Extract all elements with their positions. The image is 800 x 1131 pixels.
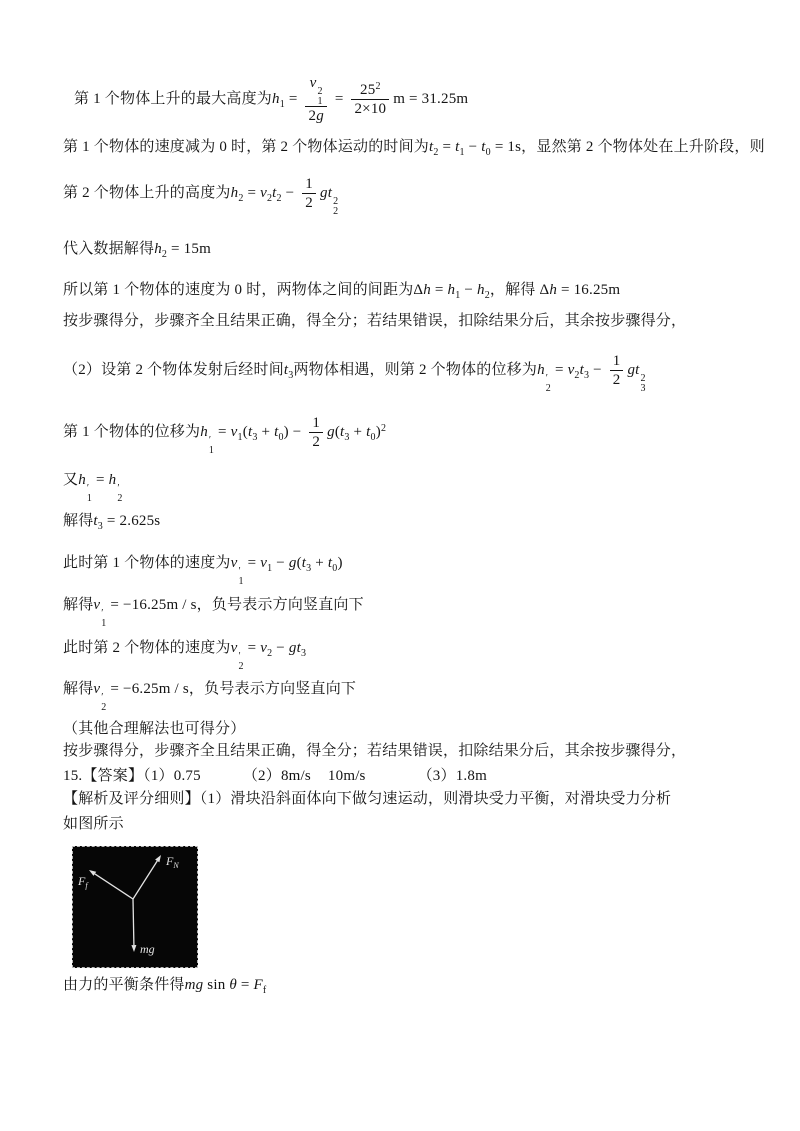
math-var: h <box>108 472 117 488</box>
text-run: 第 2 个物体上升的高度为 <box>63 184 231 201</box>
math-var: h <box>447 282 456 298</box>
math-var: F <box>253 977 263 993</box>
document-line <box>63 281 620 300</box>
document-line <box>63 138 765 157</box>
text-run: 【解析及评分细则】（1）滑块沿斜面体向下做匀速运动，则滑块受力平衡，对滑块受力分析 <box>63 791 672 807</box>
force-diagram <box>72 846 198 968</box>
document-line <box>63 312 686 331</box>
math-sub-group <box>260 640 273 659</box>
text-run: 如图所示 <box>63 816 124 832</box>
subscript: 1 <box>238 576 244 587</box>
math-var: g <box>327 423 335 440</box>
subscript: 2 <box>333 205 339 217</box>
math-text: = <box>92 472 109 488</box>
math-var: t <box>247 423 253 440</box>
math-subsup-group <box>108 472 123 504</box>
math-var: h <box>423 282 431 298</box>
math-sub-group <box>230 423 243 443</box>
math-var: h <box>272 90 280 107</box>
text-run: （2）设第 2 个物体发射后经时间 <box>63 361 284 378</box>
sub-sup-stack <box>318 87 323 106</box>
math-subsup-group <box>327 184 339 217</box>
math-text: m = 31.25m <box>393 90 469 107</box>
math-text: = <box>430 282 448 298</box>
subscript: 1 <box>101 618 107 629</box>
subscript: 2 <box>101 702 107 713</box>
math-var: v <box>230 423 238 440</box>
math-text: 2 <box>312 434 321 450</box>
text-run: 第 1 个物体的位移为 <box>63 423 201 440</box>
subscript: 0 <box>485 147 491 158</box>
superscript: ′ <box>101 608 104 619</box>
subscript: 0 <box>332 563 338 574</box>
math-text: − <box>460 282 477 298</box>
superscript: ′ <box>238 566 241 577</box>
math-subsup-group <box>230 555 244 587</box>
subscript: f <box>262 985 267 996</box>
math-text: − <box>272 555 289 571</box>
ff-arrow <box>95 874 133 899</box>
math-var: v <box>309 75 317 91</box>
subscript: 3 <box>344 431 350 443</box>
math-text: = 2.625s <box>102 513 161 529</box>
text-run: ，显然第 2 个物体处在上升阶段，则 <box>521 139 765 155</box>
fraction-numerator <box>309 414 323 432</box>
math-text: = −16.25m / s <box>106 597 197 613</box>
mg-arrow <box>133 899 134 945</box>
math-var: t <box>340 423 345 440</box>
subscript: 2 <box>433 147 439 158</box>
text-run: 由力的平衡条件得 <box>63 977 185 993</box>
math-subsup-group <box>230 640 244 672</box>
text-run: 第 1 个物体上升的最大高度为 <box>74 90 273 107</box>
subscript: 3 <box>584 369 590 381</box>
subscript: 3 <box>97 521 103 532</box>
subscript: 1 <box>455 290 461 301</box>
math-text: 2 <box>612 372 621 388</box>
math-var: v <box>93 597 101 613</box>
math-sub-group <box>477 282 490 301</box>
subscript: 1 <box>267 563 273 574</box>
math-var: g <box>288 555 297 571</box>
math-text: ) <box>337 555 343 571</box>
math-text: 1 <box>305 176 313 192</box>
math-sub-group <box>230 184 244 204</box>
text-run: ，负号表示方向竖直向下 <box>196 597 364 613</box>
document-line <box>63 74 468 125</box>
math-text: + <box>311 555 328 571</box>
math-var: g <box>288 640 297 656</box>
fraction-numerator <box>302 175 316 193</box>
superscript: ′ <box>545 372 549 384</box>
text-run: 解得 <box>63 681 94 697</box>
math-sub-group <box>260 184 273 204</box>
fraction-numerator <box>305 74 326 106</box>
math-subsup-group <box>635 361 646 394</box>
math-text: 25 <box>360 82 376 98</box>
fraction-denominator <box>309 432 323 451</box>
text-run: 第 1 个物体的速度减为 0 时，第 2 个物体运动的时间为 <box>63 139 430 155</box>
math-subsup-group <box>93 597 107 629</box>
mg-label: mg <box>140 942 155 956</box>
document-line <box>63 742 686 761</box>
text-run: （其他合理解法也可得分） <box>63 721 246 737</box>
fraction <box>302 175 316 212</box>
math-var: v <box>260 184 267 201</box>
subscript: 1 <box>237 431 243 443</box>
math-text: sin <box>203 977 230 993</box>
math-text: 15. <box>63 768 83 784</box>
math-sub-group <box>366 423 376 443</box>
math-sub-group <box>579 361 590 381</box>
sub-sup-stack <box>117 484 122 503</box>
math-var: h <box>549 282 558 298</box>
document-line <box>63 240 211 259</box>
subscript: 2 <box>238 192 244 204</box>
text-run: 按步骤得分，步骤齐全且结果正确，得全分；若结果错误，扣除结果分后，其余按步骤得分， <box>63 313 687 329</box>
math-text: = 1s <box>490 139 522 155</box>
subscript: 3 <box>252 431 258 443</box>
math-var: θ <box>229 977 237 993</box>
subscript: 2 <box>484 290 490 301</box>
fn-label: $F_N$ <box>166 854 179 870</box>
math-text: = 15m <box>167 241 211 257</box>
document-line <box>63 790 671 809</box>
subscript: 2 <box>117 493 123 504</box>
math-sub-group <box>567 361 580 381</box>
math-text: = <box>330 90 348 107</box>
math-var: t <box>481 139 486 155</box>
math-var: t <box>635 361 640 378</box>
math-subsup-group <box>537 361 551 394</box>
subscript: 3 <box>288 369 294 381</box>
fraction <box>351 81 389 118</box>
math-sub-group <box>260 555 273 574</box>
math-text: 1 <box>612 353 621 369</box>
math-var: t <box>366 423 371 440</box>
fraction-denominator <box>351 99 389 118</box>
math-sub-group <box>340 423 350 443</box>
math-var: v <box>567 361 575 378</box>
math-text: Δ <box>539 282 550 298</box>
text-run: 解得 <box>63 597 94 613</box>
fn-arrowhead <box>155 855 161 862</box>
math-text: = <box>438 139 456 155</box>
fraction <box>309 414 323 451</box>
math-text: ( <box>242 423 248 440</box>
math-sub-group <box>455 139 465 158</box>
subscript: 2 <box>574 369 580 381</box>
math-text: 1 <box>312 415 321 431</box>
fraction-denominator <box>305 106 326 125</box>
math-sub-group <box>93 513 103 532</box>
math-var: t <box>93 513 98 529</box>
math-var: h <box>200 423 208 440</box>
math-text: = <box>243 640 261 656</box>
subscript: 3 <box>300 648 307 659</box>
subscript: 3 <box>640 382 646 394</box>
fn-arrow <box>133 861 157 899</box>
math-text: = <box>214 423 231 440</box>
document-line <box>63 175 338 216</box>
math-text: 2 <box>305 195 313 211</box>
math-var: h <box>477 282 485 298</box>
math-text: − <box>464 139 482 155</box>
text-run: 【答案】（1） <box>82 768 174 784</box>
math-var: h <box>537 361 545 378</box>
subscript: 0 <box>278 431 284 443</box>
math-subsup-group <box>78 472 93 504</box>
superscript: ′ <box>238 651 241 662</box>
math-var: h <box>78 472 86 488</box>
math-text: = <box>551 361 568 378</box>
math-text: + <box>257 423 275 440</box>
superscript: 2 <box>317 86 323 97</box>
subscript: 2 <box>266 192 273 204</box>
math-var: t <box>272 184 277 201</box>
fraction-denominator <box>302 193 316 212</box>
text-run: 此时第 1 个物体的速度为 <box>63 555 231 571</box>
math-var: t <box>327 555 333 571</box>
math-text: = 16.25m <box>557 282 621 298</box>
document-line <box>63 414 386 455</box>
math-var: t <box>296 640 301 656</box>
subscript: 1 <box>317 96 323 107</box>
math-var: g <box>316 108 324 124</box>
math-var: t <box>429 139 434 155</box>
fraction-numerator <box>610 352 624 370</box>
math-var: g <box>319 184 328 201</box>
fraction-numerator <box>351 81 389 99</box>
math-var: t <box>455 139 460 155</box>
document-line <box>63 720 245 739</box>
math-sub-group <box>274 423 284 443</box>
document-line <box>63 352 646 393</box>
document-line <box>63 596 364 628</box>
math-var: v <box>260 640 268 656</box>
math-sub-group <box>272 184 282 204</box>
math-var: t <box>579 361 584 378</box>
math-var: v <box>260 555 268 571</box>
subscript: 1 <box>459 147 465 158</box>
math-sub-group <box>154 241 168 260</box>
math-var: t <box>327 184 333 201</box>
math-text: = <box>236 977 254 993</box>
superscript: ′ <box>208 434 212 446</box>
fraction-denominator <box>610 370 624 389</box>
math-text: = −6.25m / s <box>106 681 189 697</box>
text-run: 此时第 2 个物体的速度为 <box>63 640 231 656</box>
superscript: ′ <box>86 483 90 494</box>
math-var: v <box>93 681 101 697</box>
math-sub-group <box>429 139 439 158</box>
math-text: 0.75 <box>173 768 201 784</box>
sub-sup-stack <box>333 197 338 216</box>
math-text: = <box>243 555 261 571</box>
math-var: h <box>154 241 162 257</box>
ff-label: $F_f$ <box>78 874 88 890</box>
math-text: + <box>349 423 367 440</box>
math-var: v <box>230 555 238 571</box>
math-var: g <box>627 361 636 378</box>
document-line <box>63 554 343 586</box>
subscript: 1 <box>86 493 93 504</box>
subscript: 1 <box>279 98 285 110</box>
math-subsup-group <box>309 75 323 107</box>
math-var: v <box>230 640 238 656</box>
force-diagram-svg <box>73 847 197 967</box>
sub-sup-stack <box>641 374 646 393</box>
math-text: ( <box>334 423 341 440</box>
subscript: 3 <box>306 563 312 574</box>
math-text: 1.8m <box>455 768 487 784</box>
math-sub-group <box>247 423 258 443</box>
text-run: 所以第 1 个物体的速度为 0 时，两物体之间的间距为 <box>63 282 414 298</box>
document-line <box>63 639 306 671</box>
text-run: （3） <box>417 768 456 784</box>
text-run: 两物体相遇，则第 2 个物体的位移为 <box>293 361 538 378</box>
document-line <box>63 815 124 834</box>
math-sub-group <box>447 282 461 301</box>
document-line <box>63 471 123 503</box>
math-sub-group <box>481 139 491 158</box>
math-text: = <box>243 184 261 201</box>
math-text: ) <box>375 423 381 440</box>
document-line <box>63 767 487 786</box>
math-text: ( <box>296 555 302 571</box>
subscript: 2 <box>238 661 244 672</box>
superscript: 2 <box>640 372 646 384</box>
text-run: 按步骤得分，步骤齐全且结果正确，得全分；若结果错误，扣除结果分后，其余按步骤得分， <box>63 743 687 759</box>
text-run: 又 <box>63 472 79 488</box>
math-subsup-group <box>93 681 107 713</box>
superscript: 2 <box>380 422 387 434</box>
subscript: 2 <box>545 382 551 394</box>
superscript: 2 <box>375 81 381 92</box>
subscript: 2 <box>276 192 282 204</box>
math-var: t <box>274 423 279 440</box>
math-text: 10m/s <box>327 768 366 784</box>
math-text: 2 <box>308 108 317 124</box>
document-line <box>63 512 160 531</box>
text-run: ，负号表示方向竖直向下 <box>188 681 357 697</box>
document-line <box>63 976 266 995</box>
text-run: ，解得 <box>489 282 540 298</box>
subscript: 1 <box>208 444 215 456</box>
subscript: 2 <box>161 249 168 260</box>
math-subsup-group <box>200 423 215 456</box>
subscript: 2 <box>267 648 273 659</box>
math-sup-group <box>360 82 381 98</box>
math-sub-group <box>301 555 312 574</box>
math-text: − <box>272 640 289 656</box>
math-var: h <box>230 184 239 201</box>
text-run: 解得 <box>63 513 94 529</box>
superscript: ′ <box>117 483 120 494</box>
math-sub-group <box>253 977 267 996</box>
math-sub-group <box>272 90 285 110</box>
math-text: − <box>281 184 299 201</box>
subscript: 0 <box>370 431 376 443</box>
text-run: 代入数据解得 <box>63 241 155 257</box>
text-run: （2） <box>242 768 281 784</box>
math-var: mg <box>184 977 204 993</box>
math-sub-group <box>296 640 307 659</box>
math-text: = <box>284 90 302 107</box>
math-text: 8m/s <box>280 768 311 784</box>
mg-arrowhead <box>131 945 136 952</box>
ff-arrowhead <box>89 870 96 876</box>
math-text: 2×10 <box>354 101 387 117</box>
fraction <box>305 74 326 125</box>
superscript: 2 <box>333 195 339 207</box>
fraction <box>610 352 624 389</box>
math-text: Δ <box>413 282 424 298</box>
math-var: t <box>283 361 289 378</box>
math-text: − <box>589 361 606 378</box>
math-text: ) − <box>283 423 306 440</box>
document-line <box>63 680 356 712</box>
superscript: ′ <box>101 692 104 703</box>
math-var: t <box>301 555 307 571</box>
